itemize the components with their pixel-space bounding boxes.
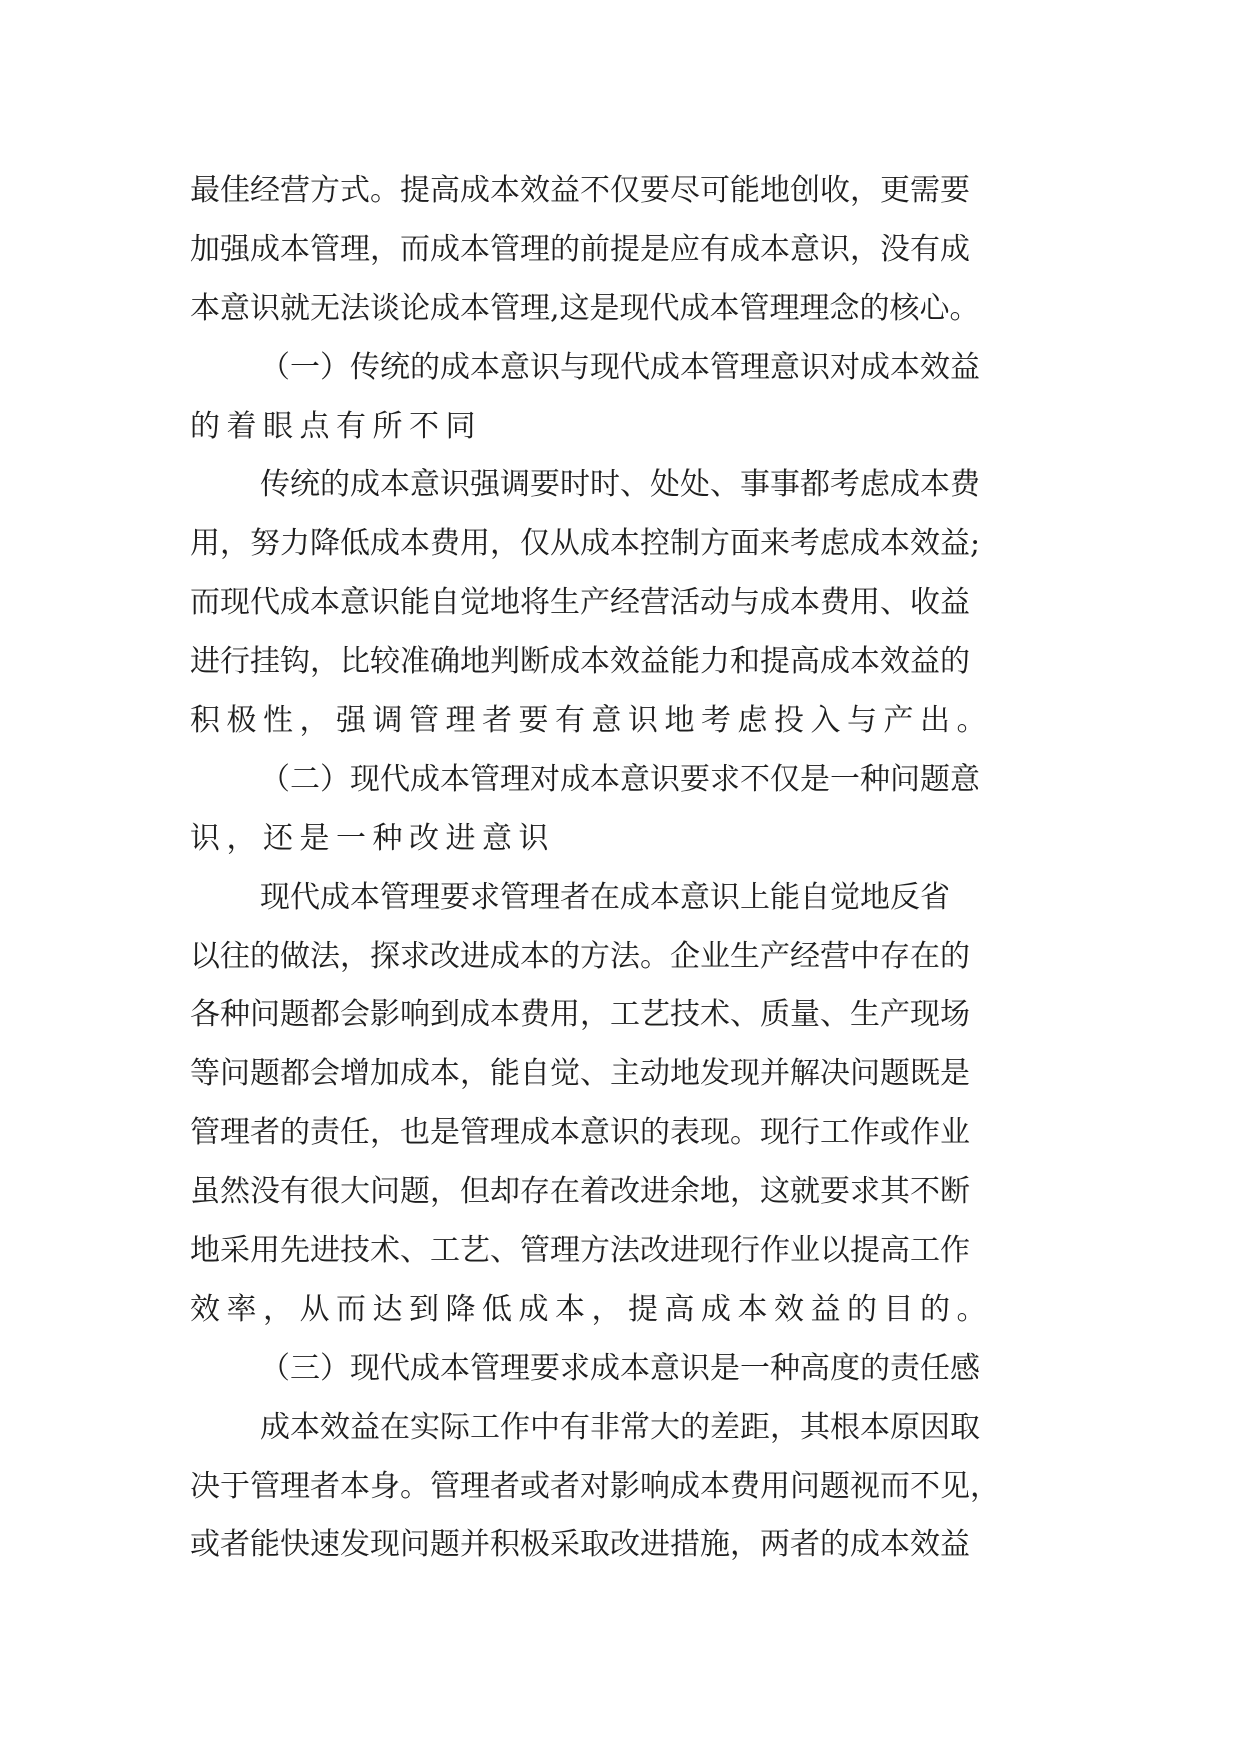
text-line: 积极性，强调管理者要有意识地考虑投入与产出。 (190, 703, 993, 739)
text-line: 最佳经营方式。提高成本效益不仅要尽可能地创收，更需要 (190, 173, 970, 208)
text-line: 或者能快速发现问题并积极采取改进措施，两者的成本效益 (190, 1527, 970, 1563)
text-line: 现代成本管理要求管理者在成本意识上能自觉地反省 (260, 879, 950, 915)
text-line: 传统的成本意识强调要时时、处处、事事都考虑成本费 (260, 467, 980, 503)
section-heading-2-cont: 识，还是一种改进意识 (190, 820, 555, 856)
text-line: 进行挂钩，比较准确地判断成本效益能力和提高成本效益的 (190, 644, 970, 680)
text-line: 以往的做法，探求改进成本的方法。企业生产经营中存在的 (190, 938, 970, 974)
section-heading-1-cont: 的着眼点有所不同 (190, 408, 482, 444)
text-line: 本意识就无法谈论成本管理,这是现代成本管理理念的核心。 (190, 290, 980, 326)
section-heading-1: （一）传统的成本意识与现代成本管理意识对成本效益 (260, 349, 980, 385)
text-line: 加强成本管理，而成本管理的前提是应有成本意识，没有成 (190, 231, 970, 267)
section-heading-3: （三）现代成本管理要求成本意识是一种高度的责任感 (260, 1350, 980, 1386)
text-line: 管理者的责任，也是管理成本意识的表现。现行工作或作业 (190, 1115, 970, 1151)
text-line: 虽然没有很大问题，但却存在着改进余地，这就要求其不断 (190, 1174, 970, 1210)
text-line: 等问题都会增加成本，能自觉、主动地发现并解决问题既是 (190, 1056, 970, 1092)
text-line: 而现代成本意识能自觉地将生产经营活动与成本费用、收益 (190, 585, 970, 621)
text-line: 决于管理者本身。管理者或者对影响成本费用问题视而不见， (190, 1468, 1000, 1504)
text-line: 各种问题都会影响到成本费用，工艺技术、质量、生产现场 (190, 997, 970, 1033)
body-text (190, 162, 1050, 1575)
text-line: 成本效益在实际工作中有非常大的差距，其根本原因取 (260, 1409, 980, 1445)
section-heading-2: （二）现代成本管理对成本意识要求不仅是一种问题意 (260, 761, 980, 797)
text-line: 地采用先进技术、工艺、管理方法改进现行作业以提高工作 (190, 1233, 970, 1269)
text-line: 效率，从而达到降低成本，提高成本效益的目的。 (190, 1291, 993, 1327)
text-line: 用，努力降低成本费用，仅从成本控制方面来考虑成本效益; (190, 526, 981, 562)
